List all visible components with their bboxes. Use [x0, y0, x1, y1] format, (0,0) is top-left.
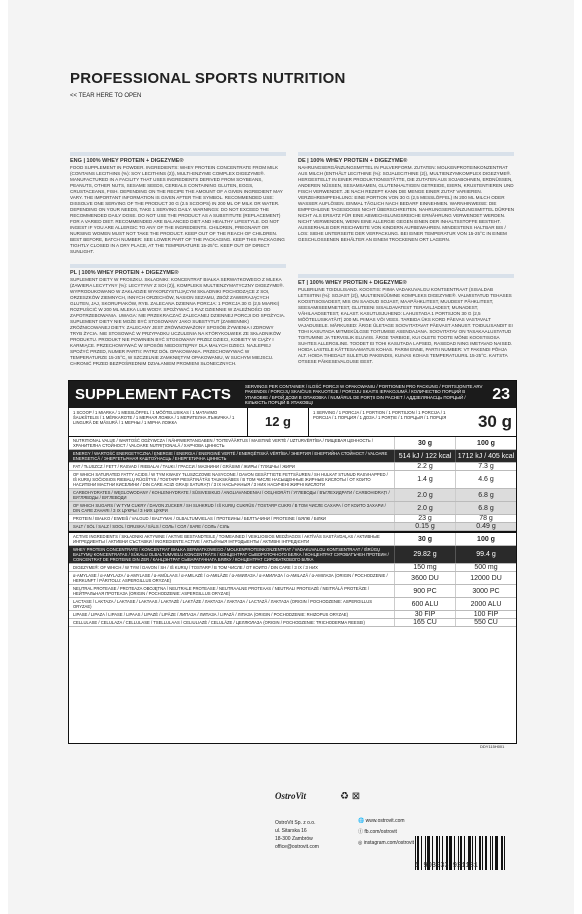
nutrition-header-label: NUTRITIONAL VALUE / WARTOŚĆ ODŻYWCZA / NÄHRWERTANGABEN / TOITEVÄÄRTUS / MAISTINĖ VERTĖ / UZTURVĒRTĪBA / ПИЩЕВАЯ ЦЕННОСТЬ / ХРАНИТЕЛНА СТОЙНОСТ / VALOARE NUTRIȚIONALĂ / ХАРЧОВА ЦІННІСТЬ [73, 438, 373, 448]
value-100g: 100 FIP [455, 611, 516, 618]
lang-title: ET | 100% WHEY PROTEIN + DIGEZYME® [298, 280, 407, 286]
row-label: ENERGY / WARTOŚĆ ENERGETYCZNA / ENERGIE / ENERGIA / ENERGINĖ VERTĖ / ENERĢĒTISKĀ VĒRTĪBA / ЭНЕРГИЯ / ЕНЕРГИЙНА СТОЙНОСТ / VALOARE ENERGETICĂ / ЭНЕРГЕТЫЧНАЯ КАШТОЎНАСЦЬ / ЕНЕРГЕТИЧНА ЦІННІСТЬ [73, 451, 388, 461]
barcode-number: 5 903933 921181 [415, 862, 479, 870]
row-label: DIGEZYME®: OF WHICH / W TYM / DAVON / SH / IŠ KURIŲ / TOSTARP / В ТОМ ЧИСЛЕ / ОТ КОИТО / DIN CARE / З ІХ / З НИХ [73, 565, 318, 570]
facebook-text: fb.com/ostrovit [364, 829, 397, 835]
value-100g: 2000 ALU [455, 598, 516, 610]
value-100g: 550 CU [455, 619, 516, 626]
barcode-bar [490, 836, 491, 870]
lang-body: FOOD SUPPLEMENT IN POWDER. INGREDIENTS: WHEY PROTEIN CONCENTRATE FROM MILK (CONTAINS LECITHINS (%): SOY LECITHINS (2)), MULTI-ENZYME COMPLEX DIGEZYME®. MANUFACTURED IN A FACILITY THAT USES INGREDIENTS DERIVED FROM SOYBEANS, PEANUTS, OTHER NUTS, SESAME SEEDS, CEREALS CONTAINING GLUTEN, EGGS, CRUSTACEANS, FISH. DEPENDING ON THE RECIPE THE AMOUNT OF A GIVEN INGREDIENT MAY VARY. THE IMPORTANT INFORMATION IS GIVEN AFTER THE SYMBOL. RECOMMENDED USE: DISSOLVE ONE SERVING OF THE PRODUCT 30 G (2.5 SCOOPS) IN 200 ML OF MILK OR WATER. DEPENDING ON YOUR NEEDS, TAKE 1 SERVING DAILY. WARNINGS: DO NOT EXCEED THE RECOMMENDED DAILY DOSE. DO NOT USE THE PRODUCT AS A SUBSTITUTE (REPLACEMENT) FOR A VARIED DIET. RECOMMENDED ARE BALANCED DIET AND HEALTHY LIFESTYLE. DO NOT INGEST IF YOU ARE ALLERGIC TO ANY OF THE INGREDIENTS. CHILDREN, PREGNANT OR NURSING WOMEN MUST NOT TAKE THE PRODUCT. KEEP OUT OF THE REACH OF CHILDREN. BEST BEFORE, BATCH NUMBER: SEE LOWER PART OF THE PACKAGING. KEEP THIS PACKAGING TIGHTLY CLOSED IN A DRY PLACE, AT THE TEMPERATURE 15-25°C. KEEP OUT OF DIRECT SUNLIGHT. [70, 165, 285, 254]
barcode-bar [495, 836, 498, 870]
facebook-link[interactable]: ⓕ fb.com/ostrovit [358, 829, 397, 835]
value-30g: 600 ALU [394, 598, 455, 610]
row-label: CARBOHYDRATES / WĘGLOWODANY / KOHLENHYDRATE / SÜSIVESIKUD / ANGLIAVANDENIAI / OGĻHIDRĀTI / УГЛЕВОДЫ / ВЪГЛЕХИДРАТИ / CARBOHIDRAȚI / ВУГЛЯВОДЫ / ВУГЛЕВОДИ [73, 490, 390, 500]
lang-bar [70, 152, 286, 156]
facts-row [69, 546, 516, 564]
col-100g: 100 g [455, 437, 516, 449]
barcode-bar [482, 836, 483, 870]
address-line: OstroVit Sp. z o.o. [275, 820, 316, 826]
row-label: CELLULASE / CELULAZA / CELLULASE / TSELLULAAS / CELIULIAZĖ / CELULĀZE / ЦЕЛЛЮЛАЗА (ORIGIN / POCHODZENIE: TRICHODERMA REESEI) [73, 620, 365, 625]
value-30g: 2.2 g [394, 463, 455, 470]
value-30g: 29.82 g [394, 546, 455, 563]
barcode-bar [504, 836, 505, 870]
value-30g: 150 mg [394, 564, 455, 571]
facts-row [69, 502, 516, 515]
text-block-pl [70, 262, 286, 374]
value-100g: 99.4 g [455, 546, 516, 563]
barcode-bar [479, 836, 481, 870]
row-label: LIPASE / LIPAZA / LIPASE / LIPAAS / LIPAZĖ / LIPĀZE / ЛИПАЗА / ЛИПАЗА / LIPAZĂ / ЛІПАЗА (ORIGIN / POCHODZENIE: RHIZOPUS ORYZAE) [73, 612, 348, 617]
value-30g: 2.0 g [394, 489, 455, 501]
lang-body: NAHRUNGSERGÄNZUNGSMITTEL IN PULVERFORM. ZUTATEN: MOLKENPROTEINKONZENTRAT AUS MILCH (ENTHÄLT LECITHINE (%): SOJALECITHINE (2)), MULTIENZYMKOMPLEX DIGEZYME®. HERGESTELLT IN EINER PRODUKTIONSSTÄTTE, DIE ZUTATEN AUS SOJABOHNEN, ERDNÜSSEN, ANDEREN NÜSSEN, SESAMSAMEN, GLUTENHALTIGEN GETREIDE, EIERN, KRUSTENTIEREN UND FISCH VERWENDET. JE NACH REZEPT KANN DIE MENGE EINER ZUTAT VARIIEREN. VERZEHREMPFEHLUNG: EINE PORTION VON 30 G (2,5 MESSLÖFFEL) IN 200 ML MILCH ODER WASSER AUFLÖSEN. EINMAL TÄGLICH NACH BEDARF EINNEHMEN. WARNHINWEISE: DIE EMPFOHLENE TAGESDOSIS NICHT ÜBERSCHREITEN. NAHRUNGSERGÄNZUNGSMITTEL DÜRFEN NICHT ALS ERSATZ FÜR EINE ABWECHSLUNGSREICHE ERNÄHRUNG VERWENDET WERDEN. NICHT VERWENDEN, WENN EINE ALLERGIE GEGEN EINEN DER INHALTSSTOFFE BESTEHT. AUSSERHALB DER REICHWEITE VON KINDERN AUFBEWAHREN. MINDESTENS HALTBAR BIS / LOS: SIEHE UNTERSEITE DER VERPACKUNG. BEI EINER TEMPERATUR VON 15-25°C IN EINEM GESCHLOSSENEN BEHÄLTER AN EINEM TROCKENEN ORT LAGERN. [298, 165, 514, 242]
barcode-bar [492, 836, 493, 870]
value-100g: 6.8 g [455, 502, 516, 514]
instagram-link[interactable]: ◎ instagram.com/ostrovit [358, 840, 415, 846]
value-100g: 12000 DU [455, 572, 516, 584]
address-line: ul. Sitarska 16 [275, 828, 307, 834]
row-label: LACTASE / LAKTAZA / LAKTASE / LAKTAAS / LAKTAZĖ / LAKTĀZE / ЛАКТАЗА / ЛАКТАЗА / LACTAZĂ / ЛАКТАЗА (ORIGIN / POCHODZENIE: ASPERGILLUS ORYZAE) [73, 599, 373, 609]
social-links [358, 816, 414, 849]
servings-text: SERVINGS PER CONTAINER / ILOŚĆ PORCJI W OPAKOWANIU / PORTIONEN PRO PACKUNG / PORTSJONITE ARV PAKENDIS / PORCIJŲ SKAIČIUS PAKUOTĖJE / PORCIJU SKAITS IEPAKOJUMĀ / КОЛИЧЕСТВО ПОРЦИЙ В УПАКОВКЕ / БРОЙ ДОЗИ В ОПАКОВКА / NUMĂRUL DE PORȚII DIN PACHET / АДДЗЕЛЯНАСЦЬ ПОРЦЫЙ / КІЛЬКІСТЬ ПОРЦІЙ В УПАКОВЦІ [245, 383, 483, 405]
value-100g: 1712 kJ / 405 kcal [455, 450, 516, 462]
barcode-bar [501, 836, 503, 870]
row-label: WHEY PROTEIN CONCENTRATE / KONCENTRAT BIAŁKA SERWATKOWEGO / MOLKENPROTEINKONZENTRAT / VADAKUVALGU KONTSENTRAAT / IŠRŪGŲ BALTYMŲ KONCENTRATAS / SŪKALU OLBALTUMVIELU KONCENTRĀTS / КОНЦЕНТРАТ СЫВОРОТОЧНОГО БЕЛКА / КОНЦЕНТРАТ СУРОВАТЪЧЕН ПРОТЕИН / CONCENTRAT DE PROTEINE DIN ZER / КАНЦЭНТРАТ СЫВАРАТАЧНАГА БЯЛКУ / КОНЦЕНТРАТ СИРОВАТКОВОГО БІЛКА [73, 547, 389, 562]
lang-bar [298, 152, 514, 156]
barcode-bar [485, 836, 487, 870]
row-label: FAT / TŁUSZCZ / FETT / RASVAD / RIEBALAI / TAUKI / ГРАССИ / МАЗНИНИ / GRĂSIMI / ЖИРЫ / ТЛУШЧЫ / ЖИРИ [73, 464, 295, 469]
lang-bar [298, 274, 514, 278]
value-30g: 23 g [394, 515, 455, 522]
lang-body: SUPLEMENT DIETY W PROSZKU. SKŁADNIKI: KONCENTRAT BIAŁKA SERWATKOWEGO Z MLEKA (ZAWIERA LECYTYNY (%): LECYTYNY Z SOI (2)), KOMPLEKS MULTIENZYMATYCZNY DIGEZYME®. WYPRODUKOWANO W ZAKŁADZIE WYKORZYSTUJĄCYM SKŁADNIKI POCHODZĄCE Z SOI, ORZESZKÓW ZIEMNYCH, INNYCH ORZECHÓW, NASION SEZAMU, ZBÓŻ ZAWIERAJĄCYCH GLUTEN, JAJ, SKORUPIAKÓW, RYB. ZALECANA DZIENNA PORCJA: 1 PORCJA 30 G (2,5 MIARKI) ROZPUŚCIĆ W 200 ML MLEKA LUB WODY. SPOŻYWAĆ 1 RAZ DZIENNIE W ZALEŻNOŚCI OD ZAPOTRZEBOWANIA. UWAGA: NIE PRZEKRACZAĆ ZALECANEJ DZIENNEJ PORCJI DO SPOŻYCIA. SUPLEMENT DIETY NIE MOŻE BYĆ STOSOWANY JAKO SUBSTYTUT (ZAMIENNIK) ZRÓŻNICOWANEJ DIETY. ZALECANY JEST ZRÓWNOWAŻONY SPOSÓB ŻYWIENIA I ZDROWY TRYB ŻYCIA. NIE STOSOWAĆ W PRZYPADKU UCZULENIA NA KTÓRYKOLWIEK ZE SKŁADNIKÓW PRODUKTU. PRODUKT NIE POWINIEN BYĆ STOSOWANY PRZEZ DZIECI, KOBIETY W CIĄŻY I KARMIĄCE. PRZECHOWYWAĆ W SPOSÓB NIEDOSTĘPNY DLA MAŁYCH DZIECI. NAJLEPIEJ SPOŻYĆ PRZED, NUMER PARTII: PATRZ DÓŁ OPAKOWANIA. PRZECHOWYWAĆ W TEMPERATURZE 15-25°C, W SZCZELNIE ZAMKNIĘTYM OPAKOWANIU, W SUCHYM MIEJSCU. CHRONIĆ PRZED BEZPOŚREDNIM DZIAŁANIEM PROMIENI SŁONECZNYCH. [70, 277, 286, 366]
value-100g: 0.49 g [455, 523, 516, 530]
value-30g: 2.0 g [394, 502, 455, 514]
facts-row [69, 489, 516, 502]
nutrition-rows [69, 450, 516, 531]
lot-code: DDY115H001 [480, 744, 505, 749]
active-header-row [69, 531, 516, 546]
address-line: office@ostrovit.com [275, 844, 319, 850]
lang-bar [70, 264, 286, 268]
value-100g: 500 mg [455, 564, 516, 571]
serving-grams: 30 g [477, 412, 512, 431]
brand-logo: OstroVit [275, 791, 307, 801]
row-label: OF WHICH SATURATED FATTY ACIDS / W TYM KWASY TŁUSZCZOWE NASYCONE / DAVON GESÄTTIGTE FETTSÄUREN / SH HULKAT STUNUD RASVHAPPED / IŠ KURIŲ SOČIOSIOS RIEBALŲ RŪGŠTYS / TOSTARP PIESĀTINĀTĀS TAUKSKĀBES / В ТОМ ЧИСЛЕ НАСЫЩЕННЫЕ ЖИРНЫЕ КИСЛОТЫ / ОТ КОИТО НАСИТЕНИ МАСТНИ КИСЕЛИНИ / DIN CARE ACIZI GRAȘI SATURAȚI / З ІХ НАСЫЧАНЫЯ / З НИХ НАСИЧЕНІ ЖИРНІ КИСЛОТИ [73, 472, 388, 487]
text-block-de [298, 150, 514, 262]
website-link[interactable]: 🌐 www.ostrovit.com [358, 818, 405, 824]
col-30g: 30 g [394, 437, 455, 449]
facts-row [69, 515, 516, 523]
lang-title: PL | 100% WHEY PROTEIN + DIGEZYME® [70, 270, 179, 276]
col-30g: 30 g [394, 533, 455, 545]
facts-row [69, 598, 516, 611]
lang-title: DE | 100% WHEY PROTEIN + DIGEZYME® [298, 158, 408, 164]
value-30g: 900 PC [394, 585, 455, 597]
facts-row [69, 564, 516, 572]
footer [70, 748, 520, 888]
facts-row [69, 471, 516, 489]
facts-title: SUPPLEMENT FACTS [75, 386, 231, 403]
facts-title-bar [69, 381, 516, 408]
scoop-grams: 12 g [247, 408, 309, 436]
facts-row [69, 572, 516, 585]
recycle-icon: ♻ ⊠ [340, 791, 361, 802]
lang-body: PULBRILINE TOIDULISAND. KOOSTIS: PIIMA VADAKUVALGU KONTSENTRAAT (SISALDAB LETSIITINI (%): SOJAST (2)), MULTIENSÜÜMNE KOMPLEKS DIGEZYME®. VALMISTATUD TEHASES KOOSTISOSADEST, MIS ON SAADUD SOJAST, MAAPÄHKLITEST, MUUDEST PÄHKLITEST, SEESAMISEEMNETEST, GLUTEENI SISALDAVATEST TERAVILJADEST, MUNADEST, VÄHILAADSETEST, KALAST. KASUTUSJUHEND: LAHUSTADA 1 PORTSJON 30 G (2,5 MÕÕTELUSIKATÄIT) 200 ML PIIMAS VÕI VEES. TARBIDA ÜKS KORD PÄEVAS VASTAVALT VAJADUSELE. MÄRKUSED: ÄRGE ÜLETAGE SOOVITATAVAT PÄEVAST ANNUST. TOIDULISANDIT EI TOHI KASUTADA MITMEKÜLGSE TOITUMISE ASENDAJANA. SOOVITATAV ON TASAKAALUSTATUD TOITUMINE JA TERVISLIK ELUVIIS. ÄRGE TARBIGE, KUI OLETE TOOTE MÕNE KOOSTISOSA SUHTES ALLERGILINE. TOODET EI TOHI KASUTADA LAPSED, RASEDAD NING IMETAVAD NAISED. HOIDA LASTELE KÄTTESAAMATUS KOHAS. PARIM ENNE, PARTII NUMBER: VT PAKENDI PÕHJA ALT. HOIDA TIHEDALT SULETUD PAKENDIS, KUIVAS KOHAS TEMPERATUURIL 15-25°C. KAITSTA OTSESE PÄIKESEVALGUSE EEST. [298, 287, 513, 364]
facts-row [69, 611, 516, 619]
row-label: NEUTRAL PROTEASE / PROTEAZA OBOJĘTNA / NEUTRALE PROTEASE / NEUTRAALNE PROTEAAS / NEUTRALI PROTEAZĖ / NEITRĀLĀ PROTEĀZE / НЕЙТРАЛЬНАЯ ПРОТЕАЗА (ORIGIN / POCHODZENIE: ASPERGILLUS ORYZAE) [73, 586, 370, 596]
active-rows [69, 546, 516, 627]
facts-row [69, 585, 516, 598]
text-block-eng [70, 150, 286, 262]
address-line: 18-300 Zambrów [275, 836, 313, 842]
website-text: www.ostrovit.com [365, 818, 405, 824]
scoop-text: 1 SCOOP / 1 MIARKA / 1 MESSLÖFFEL / 1 MÕÕTELUSIKAS / 1 MATAVIMO ŠAUKŠTELIS / 1 MĒRKAROTE / 1 МЕРНАЯ ЛОЖКА / 1 МЕРИТЕЛНА ЛЪЖИЧКА / 1 LINGURĂ DE MĂSURĂ / 1 МЕРНЫ / 1 МІРНА ЛОЖКА [73, 410, 235, 425]
nutrition-header-row [69, 437, 516, 450]
value-100g: 6.8 g [455, 489, 516, 501]
facts-row [69, 463, 516, 471]
value-30g: 3600 DU [394, 572, 455, 584]
text-block-et [298, 272, 514, 376]
value-100g: 7.3 g [455, 463, 516, 470]
col-100g: 100 g [455, 533, 516, 545]
value-100g: 3000 PC [455, 585, 516, 597]
facts-row [69, 523, 516, 531]
value-30g: 1.4 g [394, 471, 455, 488]
supplement-facts-panel [68, 380, 517, 744]
page-title: PROFESSIONAL SPORTS NUTRITION [70, 70, 346, 87]
facts-row [69, 450, 516, 463]
value-100g: 4.6 g [455, 471, 516, 488]
serving-text: 1 SERVING / 1 PORCJA / 1 PORTION / 1 PORTSJON / 1 PORCIJA / 1 PORCIJA / 1 ПОРЦИЯ / 1 ДОЗА / 1 PORȚIE / 1 ПОРЦЫЯ / 1 ПОРЦІЯ [313, 410, 447, 420]
header [70, 70, 530, 99]
tear-hint[interactable]: << TEAR HERE TO OPEN [70, 93, 142, 99]
serving-size-row [69, 408, 516, 437]
value-30g: 165 CU [394, 619, 455, 626]
facts-row [69, 619, 516, 627]
row-label: SALT / SÓL / SALZ / SOOL / DRUSKA / SĀLS / СОЛЬ / СОЛ / SARE / СОЛЬ / СІЛЬ [73, 524, 230, 529]
value-100g: 78 g [455, 515, 516, 522]
value-30g: 0.15 g [394, 523, 455, 530]
servings-count: 23 [492, 385, 510, 403]
active-header-label: ACTIVE INGREDIENTS / SKŁADNIKI AKTYWNE / AKTIVE BESTANDTEILE / TOIMEAINED / VEIKLIOSIOS MEDŽIAGOS / AKTĪVĀS SASTĀVDAĻAS / АКТИВНЫЕ ИНГРЕДИЕНТЫ / АКТИВНИ СЪСТАВКИ / INGREDIENTE ACTIVE / АКТЫЎНЫЯ ІНГРЭДЫЕНТЫ / АКТИВНІ ІНГРЕДІЄНТИ [73, 534, 380, 544]
lang-title: ENG | 100% WHEY PROTEIN + DIGEZYME® [70, 158, 184, 164]
row-label: α-AMYLASE / α-AMYLAZA / α-AMYLASE / α-AMÜLAAS / α-AMILAZĖ / α-AMILĀZE / α-АМИЛАЗА / α-АМИЛАЗА / α-AMILAZĂ / α-АМІЛАЗА (ORIGIN / POCHODZENIE / HERKUNFT / PÄRITOLU: ASPERGILLUS ORYZAE) [73, 573, 388, 583]
company-address [275, 819, 319, 851]
value-30g: 30 FIP [394, 611, 455, 618]
instagram-text: instagram.com/ostrovit [363, 840, 415, 846]
row-label: PROTEIN / BIAŁKO / EIWEIß / VALGUD / BALTYMAI / OLBALTUMVIELAS / ПРОТЕИНЫ / БЕЛТЪЧИНИ / PROTEINE / БЯЛКІ / БІЛКИ [73, 516, 326, 521]
value-30g: 514 kJ / 122 kcal [394, 450, 455, 462]
row-label: OF WHICH SUGARS / W TYM CUKRY / DAVON ZUCKER / SH SUHKRUD / IŠ KURIŲ CUKRŪS / TOSTARP CUKRI / В ТОМ ЧИСЛЕ САХАРА / ОТ КОИТО ЗАХАРИ / DIN CARE ZAHARI / З ІХ ЦУКРЫ / З НИХ ЦУКРИ [73, 503, 386, 513]
